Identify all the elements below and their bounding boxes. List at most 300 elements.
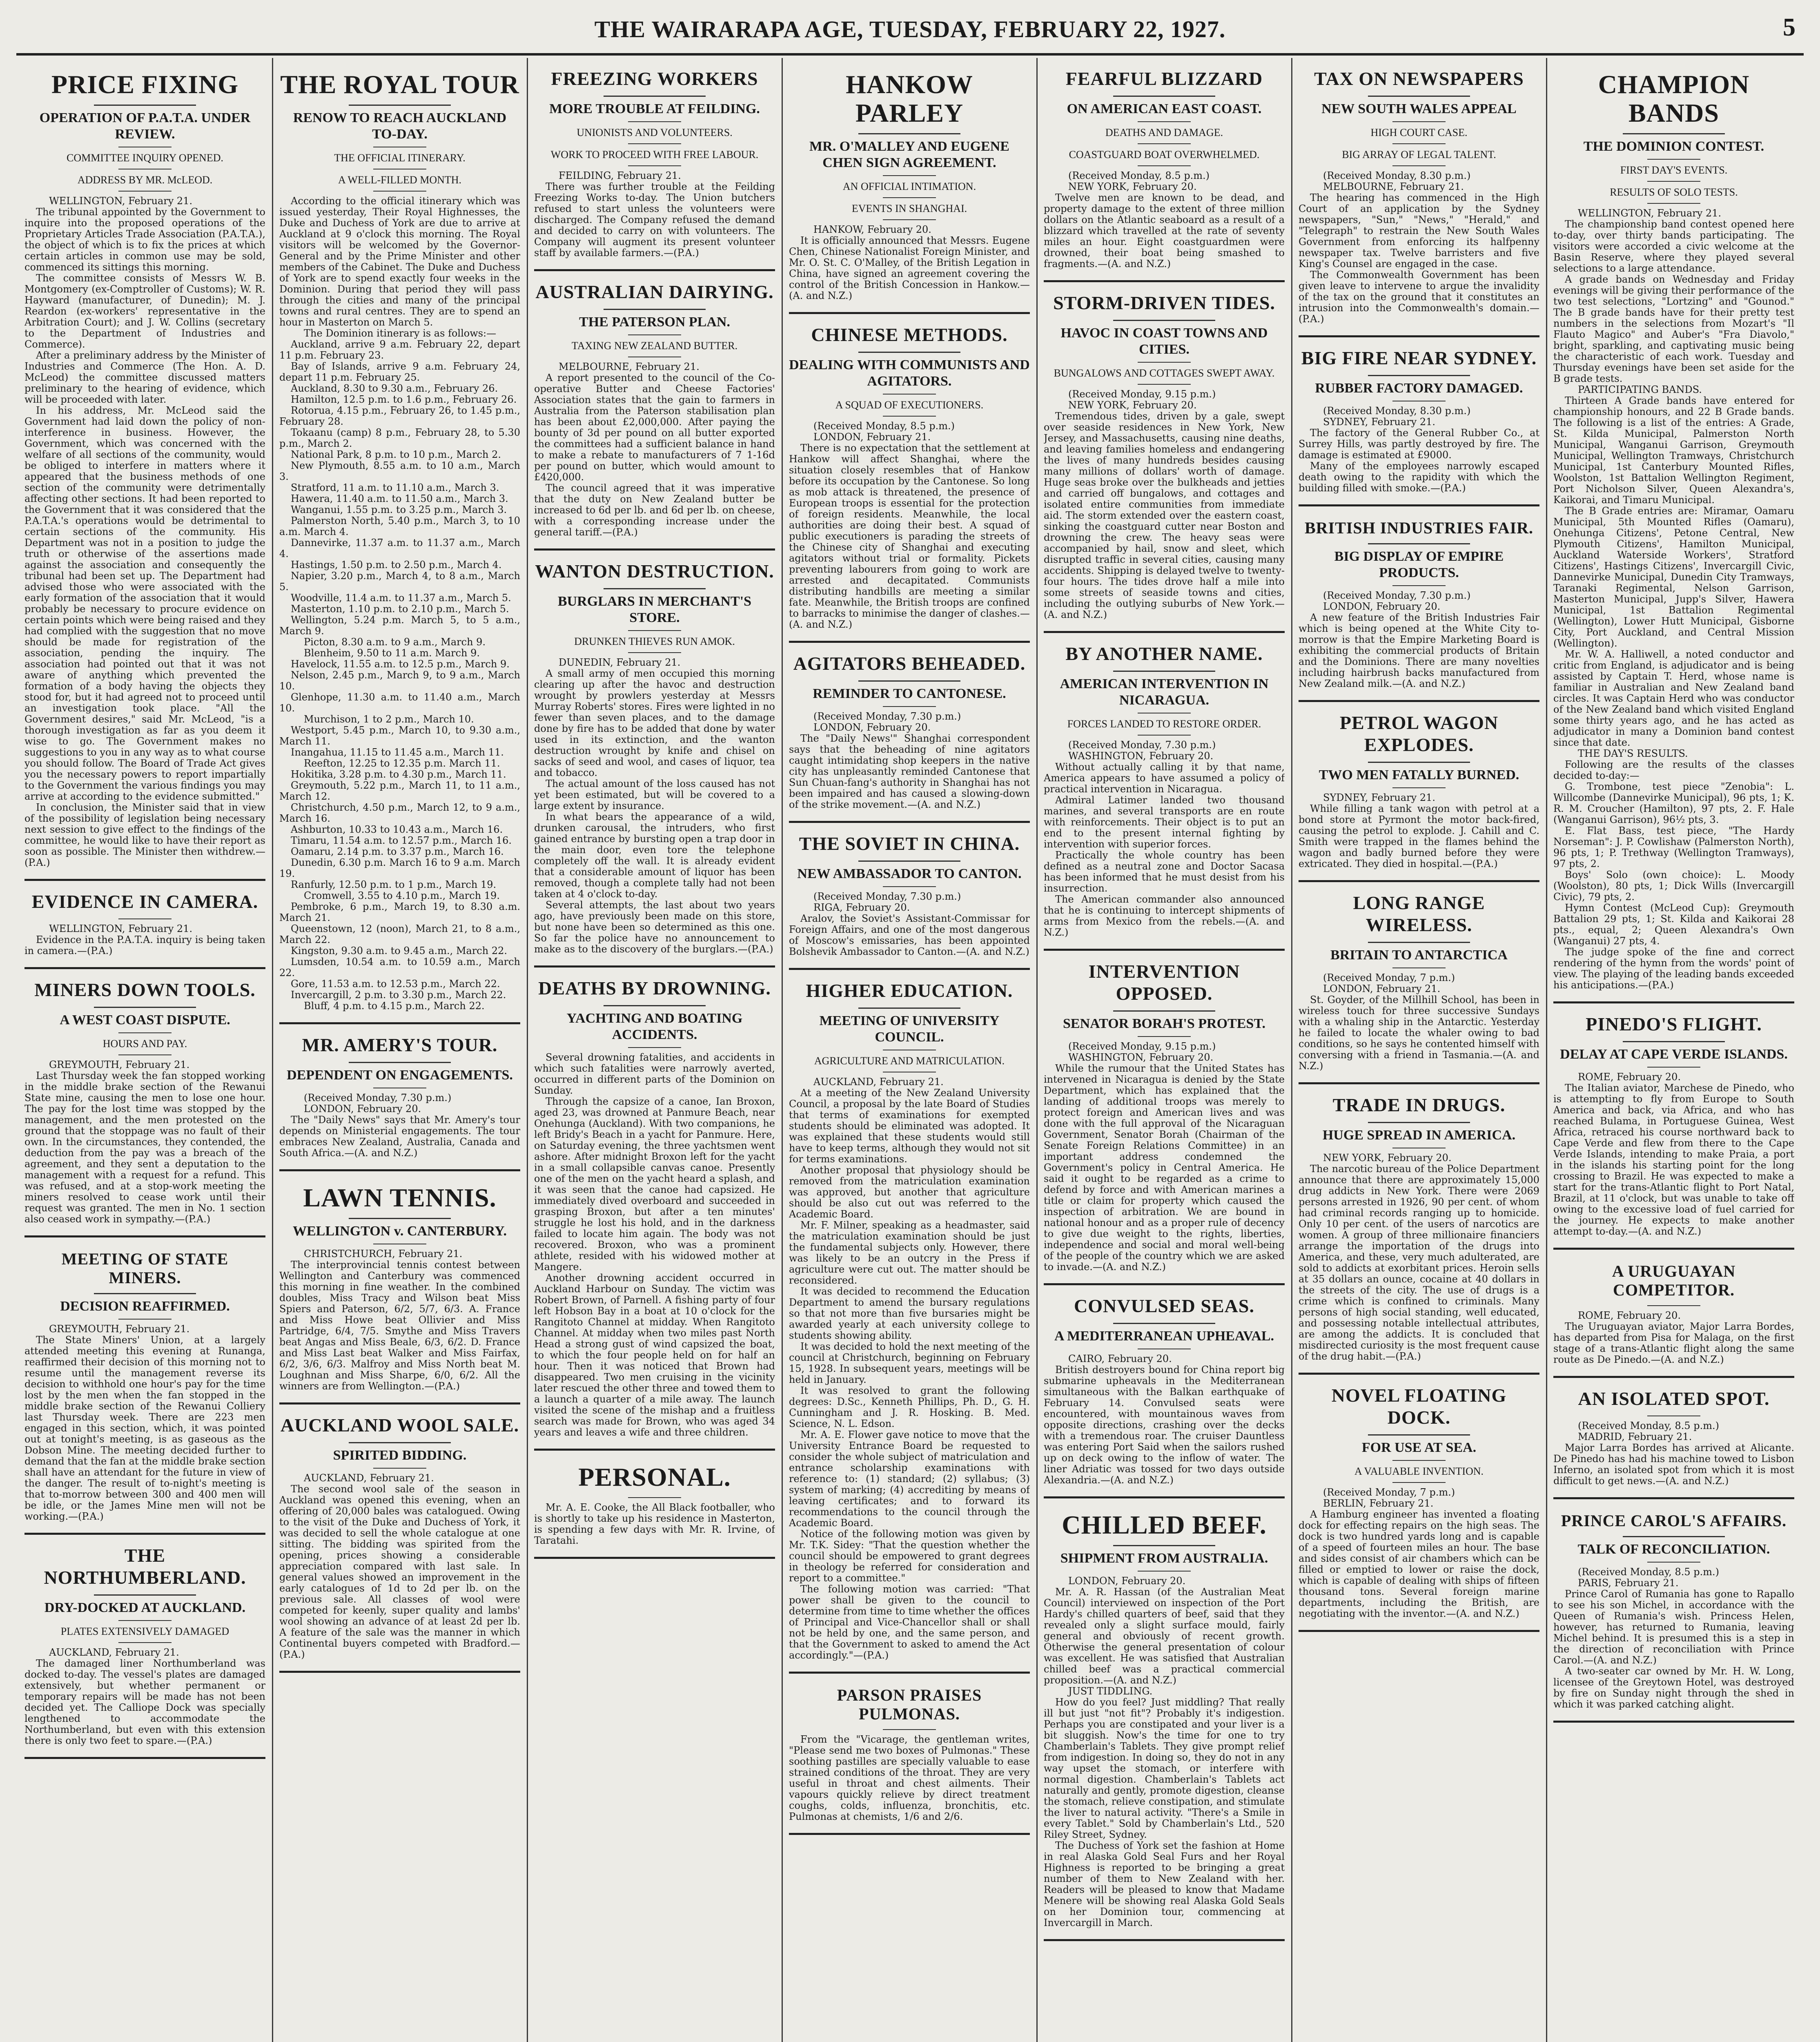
article-subhead: A VALUABLE INVENTION. xyxy=(1354,1465,1484,1477)
section-rule xyxy=(1368,375,1470,376)
article-paragraph: (Received Monday, 7.30 p.m.) xyxy=(1068,739,1216,751)
article-end-rule xyxy=(279,1169,520,1171)
section-rule xyxy=(1647,181,1700,182)
article-paragraph: Tokaanu (camp) 8 p.m., February 28, to 5.30 p.m., March 2. xyxy=(279,427,520,449)
article-paragraph: Without actually calling it by that name, America appears to have assumed a policy of practical intervention in Nicaragua. xyxy=(1044,761,1285,795)
section-rule xyxy=(858,680,960,682)
article-end-rule xyxy=(1299,1630,1539,1632)
article-subhead: TWO MEN FATALLY BURNED. xyxy=(1319,767,1519,782)
article-end-rule xyxy=(534,965,775,967)
article-paragraph: (Received Monday, 7 p.m.) xyxy=(1323,1487,1455,1498)
article-paragraph: (Received Monday, 8.30 p.m.) xyxy=(1323,405,1471,417)
article-paragraph: The factory of the General Rubber Co., at Surrey Hills, was partly destroyed by fire. The damage is estimated at £9000. xyxy=(1299,427,1539,461)
article-paragraph: Auckland, arrive 9 a.m. February 22, depart 11 p.m. February 23. xyxy=(279,339,520,361)
article-subhead: AMERICAN INTERVENTION IN NICARAGUA. xyxy=(1060,676,1269,708)
article-subhead: OPERATION OF P.A.T.A. UNDER REVIEW. xyxy=(39,110,251,142)
article-paragraph: Prince Carol of Rumania has gone to Rapallo to see his son Michel, in accordance with the Queen of Rumania's wish. Princess Helen, however, has returned to Rumania, leaving Michel behind. It is presumed this is a step in the direction of reconciliation with Prince Carol.—(A. and N.Z.) xyxy=(1553,1588,1794,1666)
article-headline: BY ANOTHER NAME. xyxy=(1065,643,1263,664)
article xyxy=(1044,1295,1285,1498)
article-end-rule xyxy=(1044,1283,1285,1285)
article-paragraph: Inangahua, 11.15 to 11.45 a.m., March 11. xyxy=(291,747,504,758)
article-subhead: MEETING OF UNIVERSITY COUNCIL. xyxy=(819,1013,1000,1045)
article-end-rule xyxy=(789,821,1030,823)
article-headline: PARSON PRAISES PULMONAS. xyxy=(837,1686,982,1723)
article-subhead: HOURS AND PAY. xyxy=(102,1038,187,1050)
article-paragraph: Ranfurly, 12.50 p.m. to 1 p.m., March 19. xyxy=(291,879,497,890)
article-subhead: FOR USE AT SEA. xyxy=(1361,1440,1477,1455)
article-paragraph: Mr. A. R. Hassan (of the Australian Meat Council) interviewed on inspection of the Port Hardy's chilled quarters of beef, said that they revealed only a slight surface mould, fairly general and obviously of recent growth. Otherwise the general presentation of colour was excellent. He was satisfied that Australian chilled beef was a practical commercial proposition.—(A. and N.Z.) xyxy=(1044,1586,1285,1686)
article-paragraph: WELLINGTON, February 21. xyxy=(49,923,193,934)
article-headline: MEETING OF STATE MINERS. xyxy=(61,1250,229,1287)
article-subhead: RESULTS OF SOLO TESTS. xyxy=(1610,186,1738,198)
article-paragraph: Pembroke, 6 p.m., March 19, to 8.30 a.m. March 21. xyxy=(279,901,520,923)
article-paragraph: Boys' Solo (own choice): L. Moody (Woolston), 80 pts, 1; Dick Wills (Invercargill Civic), 79 pts, 2. xyxy=(1553,869,1794,903)
section-rule xyxy=(1392,967,1446,968)
article-end-rule xyxy=(1299,335,1539,337)
section-rule xyxy=(1368,942,1470,943)
article-subhead: A WEST COAST DISPUTE. xyxy=(60,1012,230,1028)
article-subhead: PLATES EXTENSIVELY DAMAGED xyxy=(60,1625,229,1637)
article-headline: AUCKLAND WOOL SALE. xyxy=(280,1415,519,1436)
article xyxy=(279,70,520,1024)
section-rule xyxy=(883,175,936,176)
section-rule xyxy=(373,191,426,192)
article xyxy=(1553,1388,1794,1499)
column-7 xyxy=(1553,58,1794,2042)
article-paragraph: Lumsden, 10.54 a.m. to 10.59 a.m., March 22. xyxy=(279,956,520,979)
article-paragraph: Major Larra Bordes has arrived at Alicante. De Pinedo has had his machine towed to Lisbon Inferno, an isolated spot from which it is most difficult to get news.—(A. and N.Z.) xyxy=(1553,1442,1794,1487)
section-rule xyxy=(349,1442,451,1443)
section-rule xyxy=(628,630,681,631)
article-paragraph: The hearing has commenced in the High Court of an application by the Sydney newspapers, "Sun," "News," "Herald," and "Telegraph" to restrain the New South Wales Government from enforcing its halfpenny newspaper tax. Twelve barristers and five King's Counsel are engaged in the case. xyxy=(1299,192,1539,270)
article xyxy=(1299,712,1539,882)
article xyxy=(1044,292,1285,633)
section-rule xyxy=(1113,1010,1215,1012)
article-headline: THE SOVIET IN CHINA. xyxy=(799,833,1020,854)
article-end-rule xyxy=(279,1671,520,1673)
article-paragraph: The actual amount of the loss caused has not yet been estimated, but will be covered to a large extent by insurance. xyxy=(534,778,775,811)
article-paragraph: The narcotic bureau of the Police Department announce that there are approximately 15,000 drug addicts in New York. There were 2069 persons arrested in 1926, 90 per cent. of whom had criminal records ranging up to homicide. Only 10 per cent. of the users of narcotics are women. A group of three millionaire financiers arrange the importation of the drugs into America, and these, very much adulterated, are sold to addicts at exorbitant prices. Heroin sells at 35 dollars an ounce, cocaine at 40 dollars in the streets of the city. The use of drugs is a crime which is confined to criminals. Many persons of high social standing, well educated, and possessing notable intellectual attributes, are among the addicts. It is concluded that misdirected curiosity is the most frequent cause of the drug habit.—(P.A.) xyxy=(1299,1163,1539,1362)
article-headline: THE ROYAL TOUR xyxy=(280,70,519,99)
article-paragraph: The Italian aviator, Marchese de Pinedo, who is attempting to fly from Europe to South America and back, via Africa, and who has reached Bulama, in Portuguese Guinea, West Africa, retraced his course northward back to Cape Verde and flew from there to the Cape Verde Islands, intending to make Praia, a port in the islands his starting point for the long crossing to Brazil. He was expected to make a start for the trans-Atlantic flight to Port Natal, Brazil, at 11 o'clock, but was unable to take off owing to the excessive load of fuel carried for the journey. He expects to make another attempt to-day.—(A. and N.Z.) xyxy=(1553,1082,1794,1237)
article-paragraph: NEW YORK, February 20. xyxy=(1323,1152,1452,1164)
section-rule xyxy=(1368,1122,1470,1123)
article-end-rule xyxy=(789,641,1030,643)
article-subhead: UNIONISTS AND VOLUNTEERS. xyxy=(577,127,733,138)
section-rule xyxy=(94,1594,196,1596)
article-end-rule xyxy=(1299,1373,1539,1375)
article-paragraph: Another drowning accident occurred in Auckland Harbour on Sunday. The victim was Robert Brown, of Parnell. A fishing party of four left Hobson Bay in a boat at 10 o'clock for the Rangitoto Channel at midday. When Rangitoto Channel. At midday when two miles past North Head a strong gust of wind capsized the boat, to which the four people held on for half an hour. Then it was noticed that Brown had disappeared. Two men cruising in the vicinity later rescued the other three and towed them to a launch a quarter of a mile away. The launch visited the scene of the mishap and a fruitless search was made for Brown, who was aged 34 years and leaves a wife and three children. xyxy=(534,1272,775,1438)
masthead xyxy=(0,0,1820,53)
article-subhead: THE OFFICIAL ITINERARY. xyxy=(334,152,466,164)
article-headline: THE NORTHUMBERLAND. xyxy=(44,1545,246,1588)
article-subhead: SENATOR BORAH'S PROTEST. xyxy=(1063,1016,1265,1031)
article-paragraph: WELLINGTON, February 21. xyxy=(49,195,193,207)
article-paragraph: Last Thursday week the fan stopped working in the middle brake section of the Rewanui State mine, causing the men to lose one hour. The pay for the lost time was stopped by the management, and the men protested on the ground that the stoppage was no fault of their own. In the circumstances, they contended, the deduction from the pay was a breach of the agreement, and they sent a deputation to the management with a request for a refund. This was refused, and at a stop-work meeting the miners resolved to cease work until their request was granted. The men in No. 1 section also ceased work in sympathy.—(P.A.) xyxy=(25,1070,265,1225)
article-paragraph: Wellington, 5.24 p.m. March 5, to 5 a.m., March 9. xyxy=(279,614,520,637)
article-subhead: THE PATERSON PLAN. xyxy=(579,314,730,330)
article-paragraph: LONDON, February 21. xyxy=(1323,983,1441,994)
section-rule xyxy=(1138,1036,1191,1037)
section-rule xyxy=(373,1468,426,1469)
article-paragraph: ROME, February 20. xyxy=(1578,1071,1681,1083)
article-headline: CHILLED BEEF. xyxy=(1062,1510,1267,1539)
article-paragraph: Tremendous tides, driven by a gale, swept over seaside residences in New York, New Jersey, and Massachusetts, causing nine deaths, and leaving families homeless and endangering the lives of many hundreds besides causing many millions of dollars' worth of damage. Huge seas broke over the bulkheads and jetties and carried off bungalows, and cottages and isolated entire communities from immediate aid. The storm extended over the eastern coast, sinking the coastguard cutter near Boston and drowning the crew. The heavy seas were accompanied by hail, snow and sleet, which disrupted traffic in several cities, causing many accidents. Shipping is delayed twelve to twenty-four hours. The tides drove half a mile into some streets of seaside towns and cities, including the outlying suburbs of New York.—(A. and N.Z.) xyxy=(1044,410,1285,620)
article-paragraph: (Received Monday, 7.30 p.m.) xyxy=(304,1092,452,1103)
article-paragraph: CHRISTCHURCH, February 21. xyxy=(304,1248,463,1260)
article-subhead: HIGH COURT CASE. xyxy=(1370,127,1468,138)
article-paragraph: The tribunal appointed by the Government to inquire into the proposed operations of the Proprietary Articles Trade Association (P.A.T.A.), the object of which is to fix the prices at which certain articles in common use may be sold, commenced its sittings this morning. xyxy=(25,206,265,273)
article-paragraph: G. Trombone, test piece "Zenobia": L. Willcombe (Dannevirke Municipal), 96 pts, 1; K. R. M. Croucher (Hamilton), 97 pts, 2. F. Hale (Wanganui Garrison), 96½ pts, 3. xyxy=(1553,781,1794,825)
article-subhead: RENOW TO REACH AUCKLAND TO-DAY. xyxy=(293,110,507,142)
article-end-rule xyxy=(1299,880,1539,882)
article-paragraph: LONDON, February 20. xyxy=(304,1103,421,1115)
article-headline: HANKOW PARLEY xyxy=(846,70,973,127)
section-rule xyxy=(628,334,681,335)
article-end-rule xyxy=(25,1533,265,1535)
section-rule xyxy=(1392,165,1446,166)
article-paragraph: British destroyers bound for China report big submarine upheavals in the Mediterranean simultaneous with the Balkan earthquake of February 14. Convulsed seats were encountered, with mountainous waves from opposite directions, crashing over the decks with a tremendous roar. The cruiser Dauntless was entering Port Said when the sailors rushed up on deck owing to the inflow of water. The liner Adriatic was tossed for two days outside Alexandria.—(A. and N.Z.) xyxy=(1044,1364,1285,1486)
article xyxy=(534,977,775,1451)
section-rule xyxy=(1368,1434,1470,1436)
article xyxy=(789,1686,1030,1835)
article-headline: FEARFUL BLIZZARD xyxy=(1065,68,1263,89)
article-subhead: DECISION REAFFIRMED. xyxy=(60,1299,230,1314)
article-paragraph: A small army of men occupied this morning clearing up after the havoc and destruction wrought by prowlers yesterday at Messrs Murray Roberts' stores. Fires were lighted in no fewer than seven places, and to the damage done by fire has to be added that done by water used in its extinction, and the wanton destruction wrought by knife and chisel on sacks of seed and wool, and cases of liquor, tea and tobacco. xyxy=(534,668,775,778)
article-paragraph: In conclusion, the Minister said that in view of the possibility of legislation being necessary next session to give effect to the findings of the committee, he would like to have their report as soon as possible. The Minister then withdrew.—(P.A.) xyxy=(25,802,265,868)
article-paragraph: The State Miners' Union, at a largely attended meeting this evening at Runanga, reaffirmed their decision of this morning not to resume until the management reverse its decision to withhold one hour's pay for the time lost by the men when the fan stopped in the middle brake section of the Rewanui Colliery last Thursday week. There are 223 men engaged in this section, which, it was pointed out at tonight's meeting, is as gaseous as the Dobson Mine. The meeting decided further to demand that the fan at the middle brake section shall have an attendant for the future in view of the danger. The result of to-night's meeting is that to-morrow between 300 and 400 men will be idle, or the James Mine men will not be working.—(P.A.) xyxy=(25,1334,265,1522)
article-end-rule xyxy=(279,1022,520,1024)
article-subhead: A WELL-FILLED MONTH. xyxy=(338,174,462,186)
article xyxy=(1044,68,1285,282)
article-paragraph: Rotorua, 4.15 p.m., February 26, to 1.45 p.m., February 28. xyxy=(279,405,520,427)
article-paragraph: Timaru, 11.54 a.m. to 12.57 p.m., March 16. xyxy=(291,835,512,846)
section-rule xyxy=(883,197,936,198)
article-paragraph: The championship band contest opened here to-day, over thirty bands participating. The visitors were accorded a civic welcome at the Basin Reserve, where they played several selections to a large attendance. xyxy=(1553,218,1794,274)
article-paragraph: WASHINGTON, February 20. xyxy=(1068,1052,1214,1063)
article-paragraph: (Received Monday, 8.30 p.m.) xyxy=(1323,170,1471,181)
section-rule xyxy=(1113,671,1215,672)
article-end-rule xyxy=(534,269,775,271)
article-headline: AUSTRALIAN DAIRYING. xyxy=(535,281,774,302)
article-paragraph: JUST TIDDLING. xyxy=(1068,1685,1153,1697)
article-paragraph: Several attempts, the last about two years ago, have previously been made on this store, but none have been so determined as this one. So far the police have no announcement to make as to the discovery of the burglars.—(P.A.) xyxy=(534,899,775,955)
article-paragraph: Twelve men are known to be dead, and property damage to the extent of three million dollars on the Atlantic seaboard as a result of a blizzard which travelled at the rate of seventy miles an hour. Eight coastguardmen were drowned, their boat being smashed to fragments.—(A. and N.Z.) xyxy=(1044,192,1285,270)
article-paragraph: Many of the employees narrowly escaped death owing to the rapidity with which the building filled with smoke.—(P.A.) xyxy=(1299,460,1539,494)
article-paragraph: Hastings, 1.50 p.m. to 2.50 p.m., March 4. xyxy=(291,559,502,571)
article-paragraph: It is officially announced that Messrs. Eugene Chen, Chinese Nationalist Foreign Minister, and Mr. O. St. C. O'Malley, of the British Legation in China, have signed an agreement covering the control of the British Concession in Hankow.—(A. and N.Z.) xyxy=(789,235,1030,301)
article-paragraph: Ashburton, 10.33 to 10.43 a.m., March 16. xyxy=(291,824,503,835)
article-subhead: BURGLARS IN MERCHANT'S STORE. xyxy=(557,594,752,625)
article-paragraph: Another proposal that physiology should be removed from the matriculation examination was approved, but another that agriculture should be also cut out was referred to the Academic Board. xyxy=(789,1164,1030,1220)
section-rule xyxy=(1623,133,1725,134)
article-paragraph: It was decided to hold the next meeting of the council at Christchurch, beginning on February 15, 1928. In subsequent years, meetings will be held in January. xyxy=(789,1341,1030,1385)
article-paragraph: (Received Monday, 8.5 p.m.) xyxy=(813,420,955,432)
article-paragraph: Practically the whole country has been defined as a neutral zone and Doctor Sacasa has been informed that he must desist from his insurrection. xyxy=(1044,849,1285,894)
article-paragraph: Mr. A. E. Cooke, the All Black footballer, who is shortly to take up his residence in Masterton, is spending a few days with Mr. R. Irvine, of Taratahi. xyxy=(534,1502,775,1546)
article-subhead: COASTGUARD BOAT OVERWHELMED. xyxy=(1069,149,1260,161)
column-6 xyxy=(1299,58,1539,2042)
article-subhead: TALK OF RECONCILIATION. xyxy=(1577,1542,1770,1557)
article-end-rule xyxy=(1553,1497,1794,1499)
article-paragraph: Notice of the following motion was given by Mr. T.K. Sidey: "That the question whether the council should be empowered to grant degrees in theology be referred for consideration and report to a committee." xyxy=(789,1528,1030,1584)
article-headline: WANTON DESTRUCTION. xyxy=(535,561,774,582)
article-paragraph: Mr. F. Milner, speaking as a headmaster, said the matriculation examination should be just the fundamental subjects only. However, there was likely to be an outcry in the Press if agriculture were cut out. The matter should be reconsidered. xyxy=(789,1219,1030,1286)
column-1 xyxy=(25,58,265,2042)
section-rule xyxy=(349,105,451,106)
article xyxy=(25,1545,265,1759)
article-paragraph: (Received Monday, 7 p.m.) xyxy=(1323,972,1455,983)
article-paragraph: THE DAY'S RESULTS. xyxy=(1578,748,1688,759)
article-end-rule xyxy=(1553,1001,1794,1003)
article-paragraph: LONDON, February 20. xyxy=(813,722,931,733)
article-headline: LAWN TENNIS. xyxy=(303,1183,497,1212)
article-subhead: AN OFFICIAL INTIMATION. xyxy=(842,181,976,192)
article-paragraph: PARTICIPATING BANDS. xyxy=(1578,384,1702,395)
section-rule xyxy=(1138,143,1191,144)
article-end-rule xyxy=(1044,280,1285,282)
article-paragraph: Queenstown, 12 (noon), March 21, to 8 a.m., March 22. xyxy=(279,923,520,945)
article-subhead: ON AMERICAN EAST COAST. xyxy=(1067,101,1262,116)
article xyxy=(1299,892,1539,1084)
article-paragraph: The Duchess of York set the fashion at Home in real Alaska Gold Seal Furs and her Royal Highness is reported to be bringing a great number of them to New Zealand with her. Readers will be pleased to know that Madame Menere will be showing real Alaska Gold Seals on her Dominion tour, commencing at Invercargill in March. xyxy=(1044,1840,1285,1928)
section-rule xyxy=(118,1642,172,1643)
article-headline: CHINESE METHODS. xyxy=(811,324,1008,345)
article xyxy=(1299,1094,1539,1375)
section-rule xyxy=(883,886,936,887)
section-rule xyxy=(858,860,960,862)
article-paragraph: (Received Monday, 8.5 p.m.) xyxy=(1578,1566,1720,1578)
article-paragraph: Evidence in the P.A.T.A. inquiry is being taken in camera.—(P.A.) xyxy=(25,934,265,956)
article-paragraph: Aralov, the Soviet's Assistant-Commissar for Foreign Affairs, and one of the most dangerous of Moscow's emissaries, has been appointed Bolshevik Ambassador to Canton.—(A. and N.Z.) xyxy=(789,913,1030,957)
article-paragraph: CAIRO, February 20. xyxy=(1068,1353,1172,1364)
section-rule xyxy=(858,1008,960,1009)
section-rule xyxy=(118,1054,172,1055)
article xyxy=(534,1463,775,1559)
article-paragraph: St. Goyder, of the Millhill School, has been in wireless touch for three successive Sundays with a whaling ship in the Antarctic. Yesterday he failed to locate the whaler owing to bad conditions, so he says he contented himself with conversing with a friend in Tasmania.—(A. and N.Z.) xyxy=(1299,994,1539,1072)
section-rule xyxy=(1647,203,1700,204)
column-5 xyxy=(1044,58,1285,2042)
article-paragraph: NEW YORK, February 20. xyxy=(1068,399,1197,411)
article-headline: DEATHS BY DROWNING. xyxy=(538,978,771,999)
article-headline: MR. AMERY'S TOUR. xyxy=(302,1034,498,1055)
article-paragraph: Mr. A. E. Flower gave notice to move that the University Entrance Board be requested to consider the whole subject of matriculation and entrance scholarship examinations with reference to: (1) standard; (2) syllabus; (3) system of marking; (4) accrediting by means of leaving certificates; and to forward its recommendations to the council through the Academic Board. xyxy=(789,1429,1030,1529)
article-paragraph: NEW YORK, February 20. xyxy=(1068,181,1197,192)
column-3 xyxy=(534,58,775,2042)
article-headline: TAX ON NEWSPAPERS xyxy=(1314,68,1524,89)
article-paragraph: Palmerston North, 5.40 p.m., March 3, to 10 a.m. March 4. xyxy=(279,515,520,537)
article xyxy=(1299,519,1539,702)
section-rule xyxy=(628,143,681,144)
article-paragraph: Hamilton, 12.5 p.m. to 1.6 p.m., February 26. xyxy=(291,394,517,405)
section-rule xyxy=(118,1032,172,1033)
article-paragraph: DUNEDIN, February 21. xyxy=(559,657,681,668)
article-paragraph: New Plymouth, 8.55 a.m. to 10 a.m., March 3. xyxy=(279,460,520,482)
article-paragraph: Bay of Islands, arrive 9 a.m. February 24, depart 11 p.m. February 25. xyxy=(279,361,520,383)
section-rule xyxy=(118,191,172,192)
article-paragraph: The "Daily News" says that Mr. Amery's tour depends on Ministerial engagements. The tour embraces New Zealand, Australia, Canada and South Africa.—(A. and N.Z.) xyxy=(279,1114,520,1159)
section-rule xyxy=(1138,384,1191,385)
article-paragraph: LONDON, February 21. xyxy=(813,431,931,443)
section-rule xyxy=(1368,96,1470,97)
article xyxy=(1044,961,1285,1285)
section-rule xyxy=(604,309,706,310)
article xyxy=(1553,1262,1794,1378)
section-rule xyxy=(604,588,706,589)
article-paragraph: MADRID, February 21. xyxy=(1578,1431,1692,1442)
section-rule xyxy=(349,1062,451,1063)
article-end-rule xyxy=(534,1449,775,1451)
article xyxy=(1044,1511,1285,1941)
article-headline: AN ISOLATED SPOT. xyxy=(1578,1388,1770,1409)
column-4 xyxy=(789,58,1030,2042)
section-rule xyxy=(883,219,936,220)
article-end-rule xyxy=(789,312,1030,314)
section-rule xyxy=(604,96,706,97)
article-paragraph: Wanganui, 1.55 p.m. to 3.25 p.m., March 3. xyxy=(291,504,507,515)
section-rule xyxy=(1392,143,1446,144)
article-paragraph: LONDON, February 20. xyxy=(1323,601,1441,612)
article-paragraph: While the rumour that the United States has intervened in Nicaragua is denied by the State Department, which has explained that the landing of additional troops was merely to protect foreign and American lives and was done with the full approval of the Nicaraguan Government, Senator Borah (Chairman of the Senate Foreign Relations Committee) in an important address condemned the Government's policy in Central America. He said it ought to be regarded as a crime to defend by force and with American marines a title or claim for property which caused the inspection of arbitration. We are bound in national honour and as a proper rule of decency to give due weight to the rights, liberties, independence and social and moral well-being of the people of the country which we are asked to invade.—(A. and N.Z.) xyxy=(1044,1063,1285,1273)
masthead-rule xyxy=(16,53,1804,56)
article-paragraph: Auckland, 8.30 to 9.30 a.m., February 26. xyxy=(291,383,498,394)
article-subhead: YACHTING AND BOATING ACCIDENTS. xyxy=(566,1011,743,1042)
article-paragraph: The damaged liner Northumberland was docked to-day. The vessel's plates are damaged extensively, but whether permanent or temporary repairs will be made has not been decided yet. The Calliope Dock was specially lengthened to accommodate the Northumberland, but even with this extension there is only two feet to spare.—(P.A.) xyxy=(25,1658,265,1746)
article-end-rule xyxy=(789,1833,1030,1835)
section-rule xyxy=(1113,1323,1215,1324)
section-rule xyxy=(628,1497,681,1498)
article-paragraph: After a preliminary address by the Minister of Industries and Commerce (The Hon. A. D. McLeod) the committee discussed matters preliminary to the hearing of evidence, which will be proceeded with later. xyxy=(25,350,265,405)
article-subhead: SHIPMENT FROM AUSTRALIA. xyxy=(1060,1551,1268,1566)
article-end-rule xyxy=(789,1672,1030,1674)
article-end-rule xyxy=(25,1235,265,1237)
article-paragraph: WELLINGTON, February 21. xyxy=(1578,207,1722,219)
article-subhead: REMINDER TO CANTONESE. xyxy=(813,686,1006,701)
article-paragraph: Kingston, 9.30 a.m. to 9.45 a.m., March 22. xyxy=(291,945,507,956)
article-paragraph: From the "Vicarage, the gentleman writes, "Please send me two boxes of Pulmonas." These soothing pastilles are specially valuable to ease strained conditions of the throat. They are very useful in throat and chest ailments. Their vapours quickly relieve by direct treatment coughs, colds, influenza, bronchitis, etc. Pulmonas at chemists, 1/6 and 2/6. xyxy=(789,1734,1030,1822)
section-rule xyxy=(94,105,196,106)
article-headline: PERSONAL. xyxy=(578,1462,731,1491)
article-end-rule xyxy=(1044,1496,1285,1498)
article-headline: CHAMPION BANDS xyxy=(1598,70,1750,127)
article-headline: PRINCE CAROL'S AFFAIRS. xyxy=(1561,1511,1787,1530)
article-paragraph: Following are the results of the classes decided to-day:— xyxy=(1553,759,1794,781)
article-paragraph: Thirteen A Grade bands have entered for championship honours, and 22 B Grade bands. The following is a list of the entries: A Grade, St. Kilda Municipal, Palmerston North Municipal, Wanganui Garrison, Greymouth Municipal, Wellington Tramways, Christchurch Municipal, 1st Canterbury Mounted Rifles, Woolston, 1st Battalion Wellington Regiment, Port Nicholson Silver, Queen Alexandra's, Kaikorai, and Timaru Municipal. xyxy=(1553,395,1794,506)
section-rule xyxy=(94,1007,196,1008)
section-rule xyxy=(1113,1545,1215,1546)
article-end-rule xyxy=(1044,1939,1285,1941)
article-subhead: FIRST DAY'S EVENTS. xyxy=(1620,164,1728,176)
article-subhead: HUGE SPREAD IN AMERICA. xyxy=(1322,1128,1516,1143)
section-rule xyxy=(1623,1536,1725,1537)
article-paragraph: LONDON, February 20. xyxy=(1068,1575,1186,1587)
article xyxy=(25,1250,265,1535)
article-subhead: WELLINGTON v. CANTERBURY. xyxy=(292,1224,507,1239)
article-headline: STORM-DRIVEN TIDES. xyxy=(1053,292,1275,313)
article-paragraph: Several drowning fatalities, and accidents in which such fatalities were narrowly averted, occurred in different parts of the Dominion on Sunday. xyxy=(534,1052,775,1096)
article-paragraph: In his address, Mr. McLeod said the Government had laid down the policy of non-interference in business. However, the Government, which was concerned with the welfare of all sections of the community, would be obliged to interfere in matters where it appeared that the business methods of one section of the community were detrimentally affecting other sections. It had been reported to the Government that it was considered that the P.A.T.A.'s operations would be detrimental to certain sections of the community. His Department was not in a position to judge the truth or otherwise of the assertions made against the association and consequently the tribunal had been set up. The Department had advised those who were associated with the early formation of the association that it would probably be necessary to procure evidence on certain points which were being raised and they had complied with the suggestion that no move should be made for registration of the association, pending the inquiry. The association had pointed out that it was not aware of anything which prevented the formation of a body having the objects they stood for, but it had agreed not to proceed until an investigation took place. "All the Government desires," said Mr. McLeod, "is a thorough investigation as far as you deem it wise to go. The Government makes no suggestions to you in any way as to what course you should follow. The Board of Trade Act gives you the necessary powers to report impartially to the Government the various findings you may arrive at according to the evidence submitted." xyxy=(25,405,265,802)
article-paragraph: Westport, 5.45 p.m., March 10, to 9.30 a.m., March 11. xyxy=(279,725,520,747)
article-paragraph: Gore, 11.53 a.m. to 12.53 p.m., March 22. xyxy=(291,978,500,990)
article-paragraph: MELBOURNE, February 21. xyxy=(559,361,699,372)
article-subhead: MR. O'MALLEY AND EUGENE CHEN SIGN AGREEMENT. xyxy=(809,139,1009,170)
article-paragraph: How do you feel? Just middling? That really ill but just "not fit"? Probably it's indigestion. Perhaps you are constipated and your liver is a bit sluggish. Now's the time for one to try Chamberlain's Tablets. They give prompt relief from indigestion. In doing so, they do not in any way upset the stomach, or interfere with normal digestion. Chamberlain's Tablets act naturally and gently, promote digestion, cleanse the stomach, relieve constipation, and stimulate the liver to natural activity. "There's a Smile in every Tablet." Sold by Chamberlain's Ltd., 520 Riley Street, Sydney. xyxy=(1044,1696,1285,1840)
article-paragraph: Glenhope, 11.30 a.m. to 11.40 a.m., March 10. xyxy=(279,691,520,714)
article-paragraph: Invercargill, 2 p.m. to 3.30 p.m., March 22. xyxy=(291,989,506,1001)
article-subhead: DRY-DOCKED AT AUCKLAND. xyxy=(44,1600,246,1615)
section-rule xyxy=(1392,1460,1446,1461)
article xyxy=(1299,347,1539,506)
article-paragraph: ROME, February 20. xyxy=(1578,1310,1681,1321)
section-rule xyxy=(1113,320,1215,321)
section-rule xyxy=(858,133,960,134)
article-subhead: DEPENDENT ON ENGAGEMENTS. xyxy=(287,1068,513,1083)
article-subhead: DEALING WITH COMMUNISTS AND AGITATORS. xyxy=(789,357,1030,389)
column-divider xyxy=(782,58,783,2042)
article xyxy=(25,70,265,881)
article-subhead: HAVOC IN COAST TOWNS AND CITIES. xyxy=(1060,325,1268,357)
article-subhead: THE DOMINION CONTEST. xyxy=(1583,139,1764,154)
article-paragraph: A Hamburg engineer has invented a floating dock for effecting repairs on the high seas. The dock is two hundred yards long and is capable of a speed of fourteen miles an hour. The base and sides consist of air chambers which can be filled or emptied to lower or raise the dock, which is capable of dealing with ships of fifteen thousand tons. Several foreign marine departments, including the British, are negotiating with the inventor.—(A. and N.Z.) xyxy=(1299,1509,1539,1619)
article-paragraph: Woodville, 11.4 a.m. to 11.37 a.m., March 5. xyxy=(291,592,511,604)
article-paragraph: RIGA, February 20. xyxy=(813,902,910,913)
article xyxy=(1553,70,1794,1003)
article-paragraph: According to the official itinerary which was issued yesterday, Their Royal Highnesses, the Duke and Duchess of York are due to arrive at Auckland at 9 o'clock this morning. The Royal visitors will be welcomed by the Governor-General and by the Prime Minister and other members of the Cabinet. The Duke and Duchess of York are to spend exactly four weeks in the Dominion. During that period they will pass through the cities and many of the principal towns and rural centres. They are to spend an hour in Masterton on March 5. xyxy=(279,195,520,328)
article-headline: PINEDO'S FLIGHT. xyxy=(1586,1014,1762,1034)
section-rule xyxy=(1138,165,1191,166)
article-end-rule xyxy=(279,1402,520,1404)
article-subhead: BIG ARRAY OF LEGAL TALENT. xyxy=(1342,149,1496,161)
article xyxy=(534,68,775,271)
article-paragraph: A report presented to the council of the Co-operative Butter and Cheese Factories' Association states that the gain to farmers in Australia from the Paterson stabilisation plan has been about £2,000,000. After paying the bounty of 3d per pound on all butter exported the committees had a sufficient balance in hand to make a rebate to manufacturers of 7 1-16d per pound on butter, which would amount to £420,000. xyxy=(534,372,775,483)
article-paragraph: Cromwell, 3.55 to 4.10 p.m., March 19. xyxy=(304,890,500,901)
article-paragraph: BERLIN, February 21. xyxy=(1323,1498,1434,1509)
article-paragraph: AUCKLAND, February 21. xyxy=(304,1472,434,1484)
section-rule xyxy=(883,1729,936,1730)
column-divider xyxy=(527,58,528,2042)
article-paragraph: While filling a tank wagon with petrol at a bond store at Pyrmont the motor back-fired, causing the petrol to explode. J. Cahill and C. Smith were trapped in the flames behind the wagon and badly burned before they were extricated. They died in hospital.—(P.A.) xyxy=(1299,803,1539,869)
section-rule xyxy=(1647,1067,1700,1068)
article xyxy=(534,560,775,967)
article-paragraph: (Received Monday, 7.30 p.m.) xyxy=(1323,590,1471,601)
section-rule xyxy=(1392,1482,1446,1483)
section-rule xyxy=(1138,1571,1191,1572)
article xyxy=(279,1034,520,1171)
article-paragraph: AUCKLAND, February 21. xyxy=(813,1076,944,1088)
article-paragraph: The "Daily News'" Shanghai correspondent says that the beheading of nine agitators caught intimidating shop keepers in the native city has unpleasantly reminded Cantonese that Sun Chuan-fang's authority in Shanghai has not been impaired and has caused a slowing-down of the strike movement.—(A. and N.Z.) xyxy=(789,733,1030,810)
article-end-rule xyxy=(534,1557,775,1559)
article-paragraph: Hawera, 11.40 a.m. to 11.50 a.m., March 3. xyxy=(291,493,508,504)
article-paragraph: The interprovincial tennis contest between Wellington and Canterbury was commenced this morning in fine weather. In the combined doubles, Miss Tracy and Wilson beat Miss Spiers and Paterson, 6/2, 5/7, 6/3. A. France and Miss Howe beat Ollivier and Miss Partridge, 6/4, 7/5. Smythe and Miss Travers beat Angas and Miss Beale, 6/3, 6/2. D. France and Miss Last beat Walker and Miss Fairfax, 6/2, 3/6, 6/3. Malfroy and Miss North beat M. Loughnan and Miss Sharpe, 6/0, 6/2. All the winners are from Wellington.—(P.A.) xyxy=(279,1259,520,1392)
article-paragraph: Bluff, 4 p.m. to 4.15 p.m., March 22. xyxy=(304,1000,485,1012)
article-end-rule xyxy=(534,548,775,551)
article-paragraph: FEILDING, February 21. xyxy=(559,170,681,181)
article-subhead: EVENTS IN SHANGHAI. xyxy=(851,203,967,214)
article-headline: NOVEL FLOATING DOCK. xyxy=(1331,1385,1507,1428)
article-paragraph: The second wool sale of the season in Auckland was opened this evening, when an offering of 20,000 bales was catalogued. Owing to the visit of the Duke and Duchess of York, it was decided to sell the whole catalogue at one sitting. The bidding was spirited from the opening, prices showing a considerable appreciation compared with last sale. In general values showed an improvement in the early catalogues of 1d to 2d per lb. on the previous sale. All classes of wool were competed for keenly, super quality and lambs' wool showing an advance of at least 2d per lb. A feature of the sale was the manner in which Continental buyers competed with Bradford.—(P.A.) xyxy=(279,1483,520,1660)
column-2 xyxy=(279,58,520,2042)
section-rule xyxy=(883,416,936,417)
section-rule xyxy=(1368,762,1470,763)
article-end-rule xyxy=(25,967,265,969)
article-headline: LONG RANGE WIRELESS. xyxy=(1353,892,1485,935)
article-paragraph: There was further trouble at the Feilding Freezing Works to-day. The Union butchers refused to start unless the volunteers were discharged. The Company refused the demand and decided to carry on with volunteers. The Company will augment its present volunteer staff by available farmers.—(P.A.) xyxy=(534,181,775,259)
article-paragraph: Oamaru, 2.14 p.m. to 3.37 p.m., March 16. xyxy=(291,846,504,857)
article-subhead: FORCES LANDED TO RESTORE ORDER. xyxy=(1067,718,1261,730)
section-rule xyxy=(118,918,172,919)
article-end-rule xyxy=(1553,1376,1794,1378)
article-paragraph: The council agreed that it was imperative that the duty on New Zealand butter be increased to 6d per lb. and 6d per lb. on cheese, with a corresponding increase under the general tariff.—(P.A.) xyxy=(534,482,775,538)
